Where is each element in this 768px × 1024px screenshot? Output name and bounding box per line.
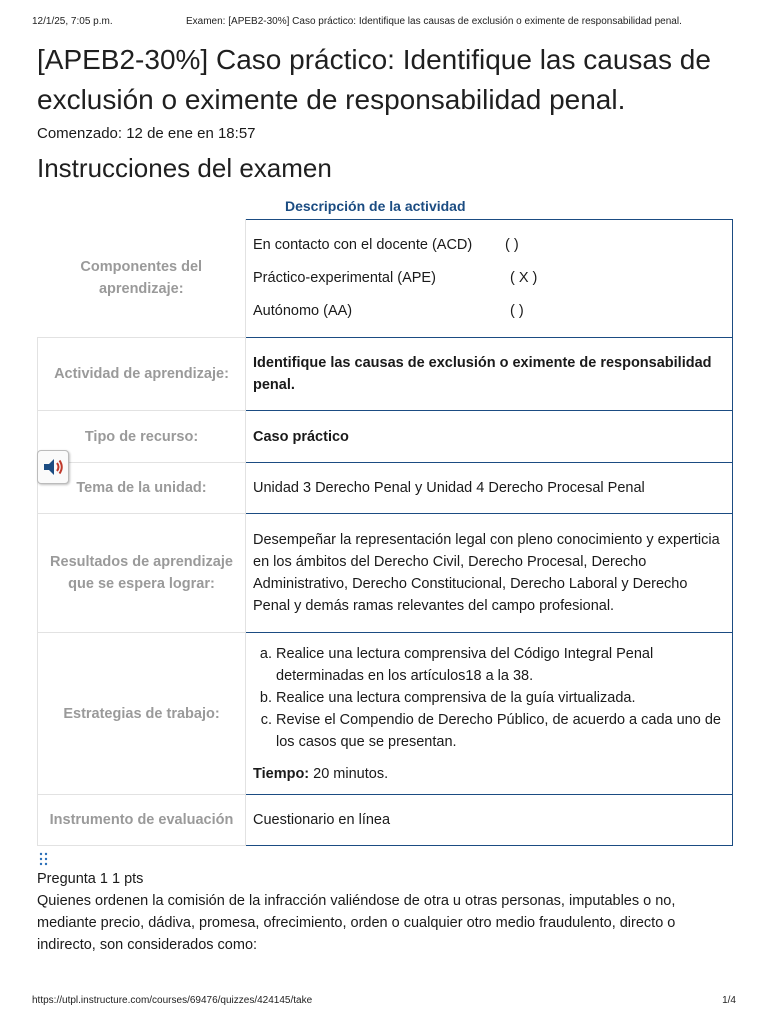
strategy-item: c. Revise el Compendio de Derecho Público, de acuerdo a cada uno de los casos que se presentan.: [276, 709, 724, 753]
resource-value: Caso práctico: [246, 411, 733, 463]
print-footer: [32, 995, 736, 1009]
question-header: Pregunta 1 1 pts: [37, 871, 144, 887]
strategy-item: b. Realice una lectura comprensiva de la guía virtualizada.: [276, 687, 724, 709]
row-results: [38, 514, 733, 633]
components-label: Componentes del aprendizaje:: [38, 220, 246, 338]
row-components: [38, 220, 733, 338]
strategy-item: a. Realice una lectura comprensiva del Código Integral Penal determinadas en los artículos18 a la 38.: [276, 643, 724, 687]
quiz-started-time: Comenzado: 12 de ene en 18:57: [37, 125, 256, 142]
print-header: [32, 16, 736, 30]
speaker-icon: [41, 456, 65, 478]
component-item: [253, 262, 724, 295]
activity-description-table: [37, 219, 733, 846]
component-mark: ( ): [510, 303, 524, 319]
print-page-title: Examen: [APEB2-30%] Caso práctico: Identifique las causas de exclusión o eximente de responsabilidad penal.: [186, 16, 682, 27]
print-url: https://utpl.instructure.com/courses/69476/quizzes/424145/take: [32, 995, 313, 1006]
component-name: En contacto con el docente (ACD): [253, 237, 473, 253]
audio-play-button[interactable]: [37, 450, 69, 484]
print-datetime: 12/1/25, 7:05 p.m.: [32, 16, 113, 27]
results-label: Resultados de aprendizaje que se espera lograr:: [38, 514, 246, 633]
activity-value: Identifique las causas de exclusión o eximente de responsabilidad penal.: [246, 338, 733, 411]
component-mark: ( ): [505, 237, 519, 253]
time-line: [253, 763, 724, 785]
row-activity: [38, 338, 733, 411]
quiz-title: [APEB2-30%] Caso práctico: Identifique las causas de exclusión o eximente de responsabilidad penal.: [37, 44, 711, 115]
activity-description-caption: Descripción de la actividad: [285, 198, 466, 214]
strategies-list: [253, 643, 724, 753]
row-unit: [38, 463, 733, 514]
unit-label: Tema de la unidad:: [38, 463, 246, 514]
instructions-heading: Instrucciones del examen: [37, 153, 332, 183]
results-value: Desempeñar la representación legal con pleno conocimiento y experticia en los ámbitos del Derecho Civil, Derecho Procesal, Derecho Administrativo, Derecho Constitucional, Derecho Laboral y Derecho Penal y demás ramas relevantes del campo profesional.: [246, 514, 733, 633]
instrument-label: Instrumento de evaluación: [38, 795, 246, 846]
print-page-number: 1/4: [722, 995, 736, 1006]
unit-value: Unidad 3 Derecho Penal y Unidad 4 Derecho Procesal Penal: [246, 463, 733, 514]
row-resource: [38, 411, 733, 463]
component-name: Autónomo (AA): [253, 303, 353, 319]
instrument-value: Cuestionario en línea: [246, 795, 733, 846]
question-text: Quienes ordenen la comisión de la infracción valiéndose de otra u otras personas, imputables o no, mediante precio, dádiva, promesa, ofrecimiento, orden o cualquier otro medio fraudulento, directo o indirecto, son considerados como:: [37, 893, 676, 953]
time-value: 20 minutos.: [309, 765, 389, 782]
resource-label: Tipo de recurso:: [38, 411, 246, 463]
row-strategies: [38, 633, 733, 795]
time-label: Tiempo:: [253, 765, 310, 782]
activity-label: Actividad de aprendizaje:: [38, 338, 246, 411]
component-item: [253, 295, 724, 328]
components-cell: [246, 220, 733, 338]
drag-handle-icon[interactable]: [39, 852, 49, 866]
component-mark: ( X ): [510, 270, 538, 286]
strategies-label: Estrategias de trabajo:: [38, 633, 246, 795]
row-instrument: [38, 795, 733, 846]
strategies-cell: [246, 633, 733, 795]
component-item: [253, 229, 724, 262]
component-name: Práctico-experimental (APE): [253, 270, 436, 286]
